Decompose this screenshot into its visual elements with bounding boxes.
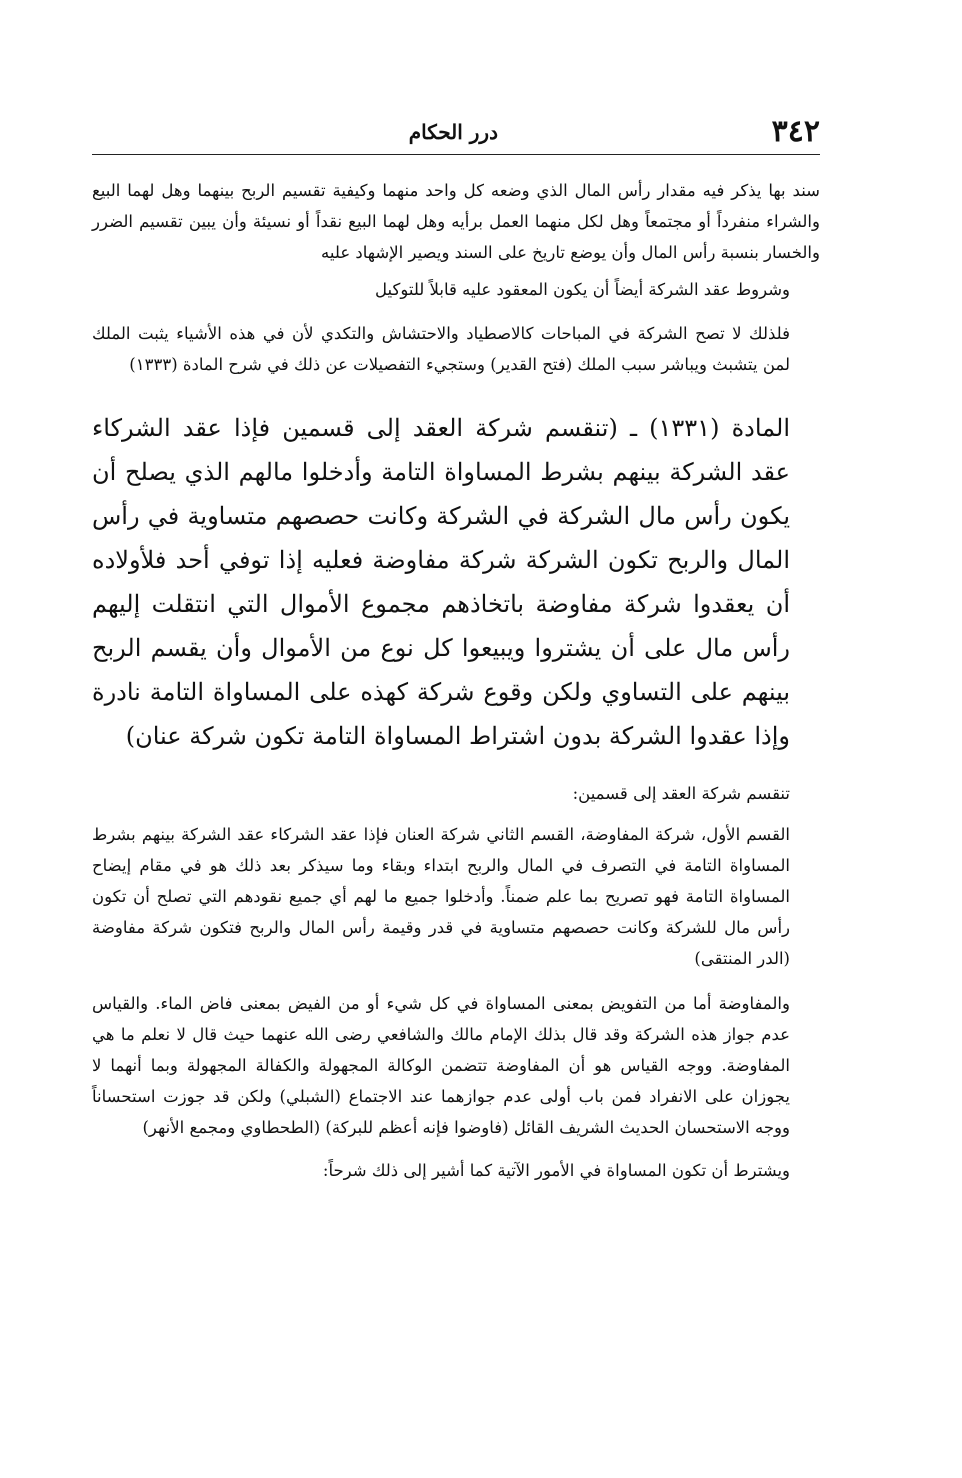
page-number: ٣٤٢ xyxy=(771,114,820,149)
running-title: درر الحكام xyxy=(408,120,498,144)
article-1331: المادة (١٣٣١) ـ (تنقسم شركة العقد إلى قسمين فإذا عقد الشركاء عقد الشركة بينهم بشرط المساواة التامة وأدخلوا مالهم الذي يصلح أن يكون رأس مال الشركة في الشركة وكانت حصصهم متساوية في رأس المال والربح تكون الشركة شركة مفاوضة فعليه إذا توفي أحد فلأولاده أن يعقدوا شركة مفاوضة باتخاذهم مجموع الأموال التي انتقلت إليهم رأس مال على أن يشتروا ويبيعوا كل نوع من الأموال وأن يقسم الربح بينهم على التساوي ولكن وقوع شركة كهذه على المساواة التامة نادرة وإذا عقدوا الشركة بدون اشتراط المساواة التامة تكون شركة عنان) xyxy=(92,414,791,750)
paragraph-mufawada-meaning: والمفاوضة أما من التفويض بمعنى المساواة في كل شيء أو من الفيض بمعنى فاض الماء. والقياس عدم جواز هذه الشركة وقد قال بذلك الإمام مالك والشافعي رضى الله عنهما حيث قال لا نعلم ما هي المفاوضة. ووجه القياس هو أن المفاوضة تتضمن الوكالة المجهولة والكفالة المجهولة وبما أنهما لا يجوزان على الانفراد فمن باب أولى عدم جوازهما عند الاجتماع (الشبلي) ولكن قد جوزت استحساناً ووجه الاستحسان الحديث الشريف القائل (فاوضوا فإنه أعظم للبركة) (الطحطاوي ومجمع الأنهر) xyxy=(92,994,790,1137)
page-header xyxy=(92,110,820,155)
paragraph-two-sections: القسم الأول، شركة المفاوضة، القسم الثاني شركة العنان فإذا عقد الشركاء عقد الشركة بينهم بشرط المساواة التامة في التصرف في المال والربح ابتداء وبقاء وما سيذكر بعد ذلك هو في مقام إيضاح المساواة التامة فهو تصريح بما علم ضمناً. وأدخلوا جميع ما لهم أي جميع نقودهم التي تصلح أن تكون رأس مال للشركة وكانت حصصهم متساوية في قدر وقيمة رأس المال والربح فتكون شركة مفاوضة (الدر المنتقى) xyxy=(92,825,790,968)
paragraph-document-details: سند بها يذكر فيه مقدار رأس المال الذي وضعه كل واحد منهما وكيفية تقسيم الربح بينهما وهل لهما البيع والشراء منفرداً أو مجتمعاً وهل لكل منهما العمل برأيه وهل لهما البيع نقداً أو نسيئة وأن يبين تقسيم الضرر والخسار بنسبة رأس المال وأن يوضع تاريخ على السند ويصير الإشهاد عليه xyxy=(92,181,820,262)
commentary-heading: تنقسم شركة العقد إلى قسمين: xyxy=(572,784,790,803)
paragraph-permissible-things: فلذلك لا تصح الشركة في المباحات كالاصطياد والاحتشاش والتكدي لأن في هذه الأشياء يثبت الملك لمن يتشبث ويباشر سبب الملك (فتح القدير) وستجيء التفصيلات عن ذلك في شرح المادة (١٣٣٣) xyxy=(92,324,790,374)
paragraph-equality-conditions: ويشترط أن تكون المساواة في الأمور الآتية كما أشير إلى ذلك شرحاً: xyxy=(322,1161,790,1180)
paragraph-contract-condition: وشروط عقد الشركة أيضاً أن يكون المعقود عليه قابلاً للتوكيل xyxy=(374,280,790,299)
book-page xyxy=(92,110,820,1186)
